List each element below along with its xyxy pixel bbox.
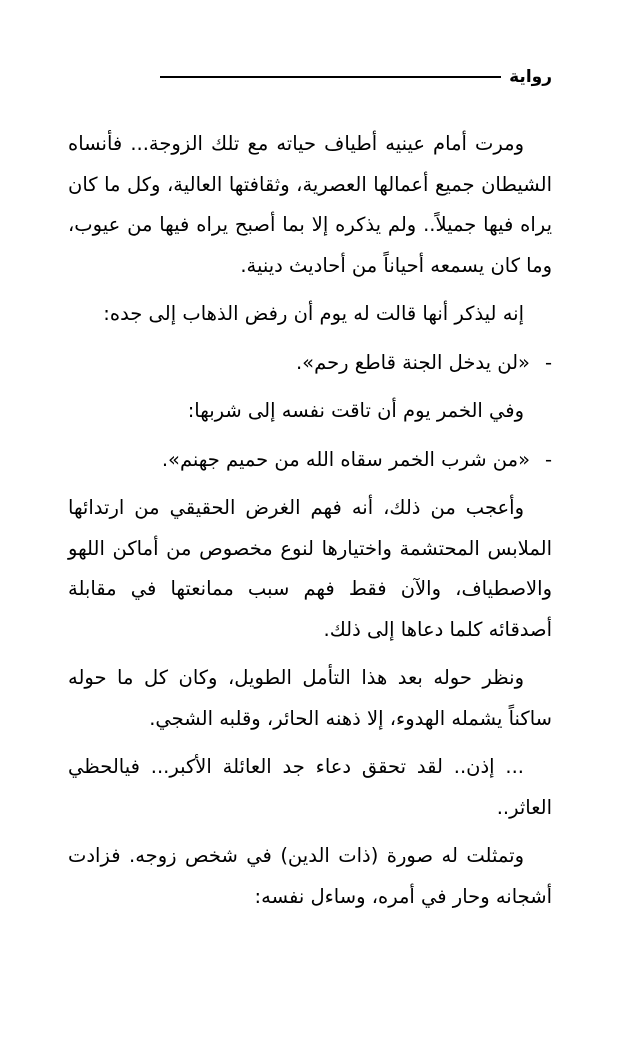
- paragraph: وأعجب من ذلك، أنه فهم الغرض الحقيقي من ارتدائها الملابس المحتشمة واختيارها لنوع مخصوص من أماكن اللهو والاصطياف، والآن فقط فهم سبب ممانعتها في مقابلة أصدقائه كلما دعاها إلى ذلك.: [68, 496, 552, 641]
- paragraph: وفي الخمر يوم أن تاقت نفسه إلى شربها:: [187, 399, 524, 422]
- header-label: رواية: [509, 67, 552, 87]
- paragraph: ومرت أمام عينيه أطياف حياته مع تلك الزوجة... فأنساه الشيطان جميع أعمالها العصرية، وثقافتها العالية، وكل ما كان يراه فيها جميلاً.. ولم يذكره إلا بما أصبح يراه فيها من عيوب، وما كان يسمعه أحياناً من أحاديث دينية.: [68, 132, 552, 277]
- body-text: [68, 124, 552, 925]
- dialogue-line: [68, 440, 552, 481]
- dialogue-dash: -: [544, 350, 552, 374]
- dialogue-line: [68, 343, 552, 384]
- paragraph: ... إذن.. لقد تحقق دعاء جد العائلة الأكبر... فيالحظي العاثر..: [68, 755, 552, 819]
- header-rule: [160, 76, 501, 78]
- dialogue-dash: -: [544, 447, 552, 471]
- paragraph: إنه ليذكر أنها قالت له يوم أن رفض الذهاب إلى جده:: [103, 302, 524, 325]
- dialogue-text: «لن يدخل الجنة قاطع رحم».: [295, 350, 530, 374]
- paragraph: وتمثلت له صورة (ذات الدين) في شخص زوجه. فزادت أشجانه وحار في أمره، وساءل نفسه:: [68, 844, 552, 908]
- dialogue-text: «من شرب الخمر سقاه الله من حميم جهنم».: [161, 447, 530, 471]
- paragraph: ونظر حوله بعد هذا التأمل الطويل، وكان كل ما حوله ساكناً يشمله الهدوء، إلا ذهنه الحائر، وقلبه الشجي.: [68, 666, 552, 730]
- running-header: [160, 62, 552, 92]
